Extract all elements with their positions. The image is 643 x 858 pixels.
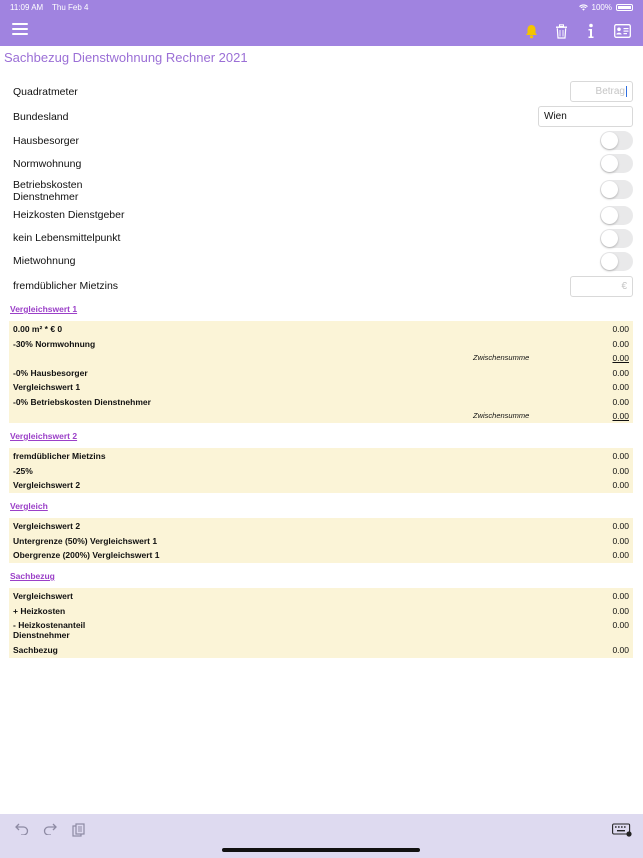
betriebskosten-label-line1: Betriebskosten <box>13 179 83 191</box>
status-time: 11:09 AM <box>10 3 44 12</box>
normwohnung-toggle[interactable] <box>600 154 633 173</box>
result-label: -30% Normwohnung <box>13 338 96 349</box>
result-value: 0.00 <box>612 645 629 655</box>
row-betriebskosten <box>0 178 643 204</box>
subtotal-value: 0.00 <box>612 411 629 421</box>
row-quadratmeter <box>0 80 643 103</box>
bundesland-value: Wien <box>544 111 567 122</box>
mietzins-placeholder: € <box>621 281 627 292</box>
result-row <box>9 464 633 479</box>
result-row <box>9 337 633 352</box>
section-link-vergleich[interactable]: Vergleich <box>10 501 48 511</box>
result-row <box>9 380 633 395</box>
heizkosten-label: Heizkosten Dienstgeber <box>13 209 125 221</box>
result-label: Vergleichswert 2 <box>13 480 81 490</box>
normwohnung-label: Normwohnung <box>13 158 82 170</box>
bundesland-select[interactable] <box>538 106 633 127</box>
row-heizkosten <box>0 205 643 228</box>
result-row <box>9 449 633 464</box>
section-link-vergleichswert-1[interactable]: Vergleichswert 1 <box>10 304 78 314</box>
result-label: Vergleichswert 1 <box>13 382 81 392</box>
result-row <box>9 643 633 658</box>
row-bundesland <box>0 105 643 128</box>
subtotal-label: Zwischensumme <box>473 411 530 420</box>
result-label: fremdüblicher Mietzins <box>13 451 106 461</box>
result-value: 0.00 <box>612 550 629 560</box>
result-value: 0.00 <box>612 367 629 378</box>
block-vergleichswert-1 <box>9 321 633 423</box>
betriebskosten-label <box>13 179 82 203</box>
page-title: Sachbezug Dienstwohnung Rechner 2021 <box>4 50 248 65</box>
row-normwohnung <box>0 153 643 176</box>
lebensmittelpunkt-label: kein Lebensmittelpunkt <box>13 232 121 244</box>
result-label: Untergrenze (50%) Vergleichswert 1 <box>13 535 158 546</box>
result-label: -0% Betriebskosten Dienstnehmer <box>13 396 151 407</box>
subtotal-row <box>9 351 633 366</box>
result-label: 0.00 m² * € 0 <box>13 324 63 334</box>
result-label: + Heizkosten <box>13 605 66 616</box>
subtotal-value: 0.00 <box>612 353 629 363</box>
result-label-line2: Dienstnehmer <box>13 630 70 640</box>
result-row <box>9 519 633 534</box>
hausbesorger-toggle[interactable] <box>600 131 633 150</box>
result-value: 0.00 <box>612 324 629 334</box>
result-label: Sachbezug <box>13 645 58 655</box>
top-bar <box>0 0 643 46</box>
block-sachbezug <box>9 588 633 658</box>
contact-card-icon[interactable] <box>613 21 631 41</box>
result-value: 0.00 <box>612 605 629 616</box>
block-vergleichswert-2 <box>9 448 633 493</box>
status-date: Thu Feb 4 <box>52 3 89 12</box>
home-indicator <box>222 848 420 852</box>
clipboard-icon[interactable] <box>70 823 86 839</box>
status-right <box>579 3 633 12</box>
result-label: Vergleichswert <box>13 591 74 601</box>
result-value: 0.00 <box>612 451 629 461</box>
trash-icon[interactable] <box>553 21 569 41</box>
result-label: -25% <box>13 465 33 476</box>
mietzins-label: fremdüblicher Mietzins <box>13 280 119 292</box>
result-value: 0.00 <box>612 382 629 392</box>
battery-icon <box>616 4 633 11</box>
nav-row <box>0 18 643 44</box>
result-value: 0.00 <box>612 480 629 490</box>
result-row <box>9 534 633 549</box>
result-value: 0.00 <box>612 465 629 476</box>
result-value: 0.00 <box>612 620 629 630</box>
status-bar <box>0 0 643 15</box>
result-row <box>9 366 633 381</box>
row-hausbesorger <box>0 130 643 153</box>
quadratmeter-label: Quadratmeter <box>13 86 78 98</box>
hausbesorger-label: Hausbesorger <box>13 135 79 147</box>
subtotal-label: Zwischensumme <box>473 353 530 362</box>
block-vergleich <box>9 518 633 563</box>
result-row <box>9 618 633 643</box>
nav-icons <box>523 21 631 41</box>
result-value: 0.00 <box>612 591 629 601</box>
mietwohnung-toggle[interactable] <box>600 252 633 271</box>
result-row <box>9 589 633 604</box>
result-label: Vergleichswert 2 <box>13 521 81 531</box>
result-label: -0% Hausbesorger <box>13 367 88 378</box>
mietwohnung-label: Mietwohnung <box>13 255 76 267</box>
row-mietzins <box>0 275 643 298</box>
section-link-vergleichswert-2[interactable]: Vergleichswert 2 <box>10 431 78 441</box>
result-value: 0.00 <box>612 521 629 531</box>
wifi-icon <box>579 4 588 11</box>
menu-icon[interactable] <box>12 23 28 37</box>
redo-icon[interactable] <box>42 823 58 839</box>
result-row <box>9 604 633 619</box>
lebensmittelpunkt-toggle[interactable] <box>600 229 633 248</box>
info-icon[interactable] <box>583 21 599 41</box>
result-value: 0.00 <box>612 396 629 407</box>
row-mietwohnung <box>0 251 643 274</box>
result-row <box>9 478 633 493</box>
result-label: Obergrenze (200%) Vergleichswert 1 <box>13 550 160 560</box>
quadratmeter-input[interactable] <box>570 81 633 102</box>
row-lebensmittelpunkt <box>0 228 643 251</box>
keyboard-icon[interactable] <box>611 823 633 839</box>
betriebskosten-label-line2: Dienstnehmer <box>13 191 79 203</box>
battery-percent: 100% <box>591 3 612 12</box>
section-link-sachbezug[interactable]: Sachbezug <box>10 571 55 581</box>
result-row <box>9 322 633 337</box>
result-label <box>13 620 85 640</box>
result-row <box>9 548 633 563</box>
bundesland-label: Bundesland <box>13 111 69 123</box>
undo-icon[interactable] <box>14 823 30 839</box>
heizkosten-toggle[interactable] <box>600 206 633 225</box>
result-label-line1: - Heizkostenanteil <box>13 620 86 630</box>
bell-icon[interactable] <box>523 21 539 41</box>
result-value: 0.00 <box>612 338 629 349</box>
subtotal-row <box>9 409 633 424</box>
result-row <box>9 395 633 410</box>
quadratmeter-placeholder: Betrag <box>595 86 625 97</box>
mietzins-input[interactable] <box>570 276 633 297</box>
result-value: 0.00 <box>612 535 629 546</box>
betriebskosten-toggle[interactable] <box>600 180 633 199</box>
